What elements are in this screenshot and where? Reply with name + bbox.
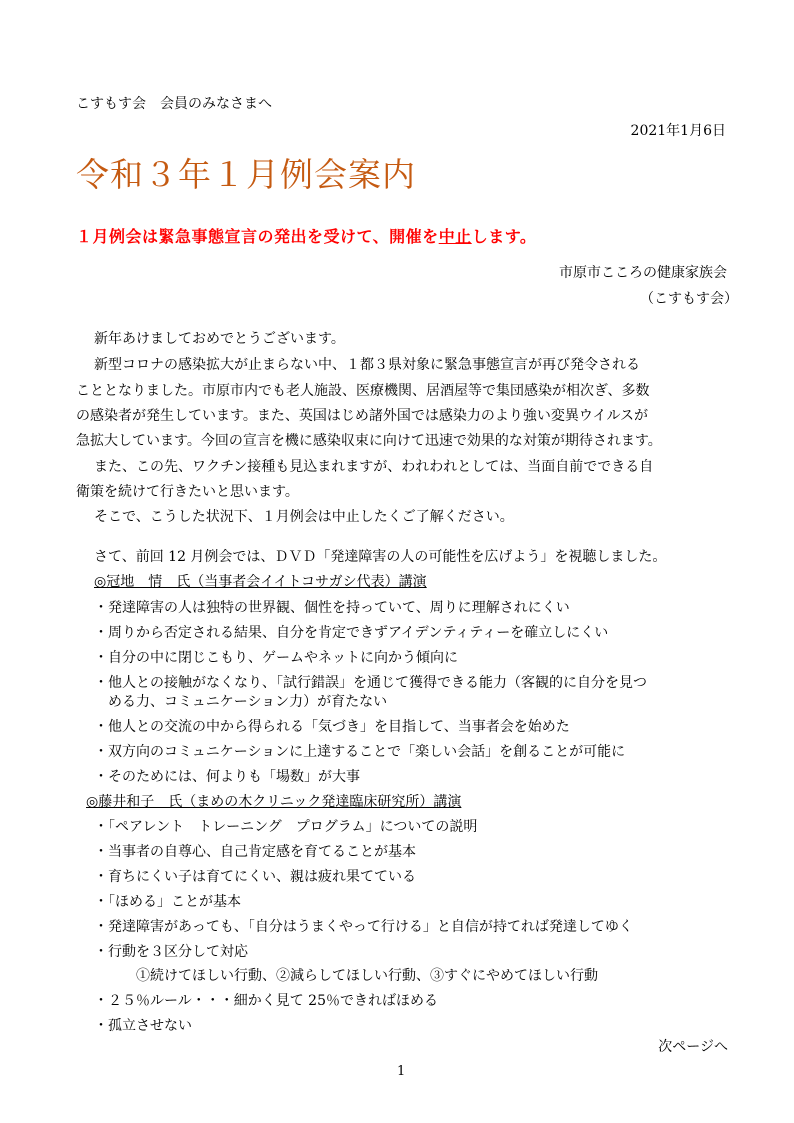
list-item: ・そのためには、何よりも「場数」が大事 [94, 769, 360, 785]
list-item-subline: ①続けてほしい行動、②減らしてほしい行動、③すぐにやめてほしい行動 [94, 968, 598, 984]
report-intro: さて、前回 12 月例会では、ＤＶＤ「発達障害の人の可能性を広げよう」を視聴しました。 [94, 549, 667, 565]
list-item: ・「ペアレント トレーニング プログラム」についての説明 [94, 819, 478, 835]
page-number: 1 [397, 1064, 406, 1079]
next-page-indicator: 次ページへ [658, 1039, 728, 1055]
sender-organization: 市原市こころの健康家族会 [559, 265, 727, 281]
addressee-line: こすもす会 会員のみなさまへ [76, 96, 272, 112]
list-item: ・育ちにくい子は育てにくい、親は疲れ果てている [94, 869, 416, 885]
sender-alias: （こすもす会） [640, 291, 738, 307]
lecture2-heading: ◎藤井和子 氏（まめの木クリニック発達臨床研究所）講演 [86, 794, 462, 810]
list-item: ・「ほめる」ことが基本 [94, 894, 241, 910]
list-item: ・行動を３区分して対応 [94, 944, 248, 960]
lecture1-heading: ◎冠地 情 氏（当事者会イイトコサガシ代表）講演 [94, 574, 427, 590]
notice-text-after: します。 [471, 227, 537, 246]
list-item: ・双方向のコミュニケーションに上達することで「楽しい会話」を創ることが可能に [94, 744, 626, 760]
list-item: ・２５％ルール・・・細かく見て 25％できればほめる [94, 993, 438, 1009]
paragraph-line: 新型コロナの感染拡大が止まらない中、１都３県対象に緊急事態宣言が再び発令される [94, 357, 640, 373]
paragraph-line: そこで、こうした状況下、１月例会は中止したくご了解ください。 [94, 509, 514, 525]
paragraph-greeting: 新年あけましておめでとうございます。 [94, 331, 345, 347]
list-item: ・当事者の自尊心、自己肯定感を育てることが基本 [94, 844, 416, 860]
paragraph-line: 衛策を続けて行きたいと思います。 [76, 484, 299, 500]
list-item: ・発達障害の人は独特の世界観、個性を持っていて、周りに理解されにくい [94, 600, 570, 616]
notice-text-underlined: 中止 [438, 227, 472, 246]
page-title: 令和３年１月例会案内 [76, 155, 416, 194]
list-item: ・周りから否定される結果、自分を肯定できずアイデンティティーを確立しにくい [94, 625, 609, 641]
paragraph-line: の感染者が発生しています。また、英国はじめ諸外国では感染力のより強い変異ウイルスが [76, 408, 649, 424]
list-item: ・他人との交流の中から得られる「気づき」を目指して、当事者会を始めた [94, 719, 570, 735]
paragraph-line: こととなりました。市原市内でも老人施設、医療機関、居酒屋等で集団感染が相次ぎ、多数 [76, 383, 650, 399]
document-date: 2021年1月6日 [630, 123, 726, 139]
list-item: ・自分の中に閉じこもり、ゲームやネットに向かう傾向に [94, 650, 458, 666]
paragraph-line: 急拡大しています。今回の宣言を機に感染収束に向けて迅速で効果的な対策が期待されます。 [76, 433, 662, 449]
list-item-continuation: める力、コミュニケーション力）が育たない [94, 694, 388, 710]
list-item: ・孤立させない [94, 1018, 192, 1034]
list-item: ・発達障害があっても、「自分はうまくやって行ける」と自信が持てれば発達してゆく [94, 919, 633, 935]
paragraph-line: また、この先、ワクチン接種も見込まれますが、われわれとしては、当面自前でできる自 [94, 459, 654, 475]
cancellation-notice [76, 226, 536, 248]
list-item: ・他人との接触がなくなり、「試行錯誤」を通じて獲得できる能力（客観的に自分を見つ [94, 675, 647, 691]
notice-text-before: １月例会は緊急事態宣言の発出を受けて、開催を [76, 227, 439, 246]
